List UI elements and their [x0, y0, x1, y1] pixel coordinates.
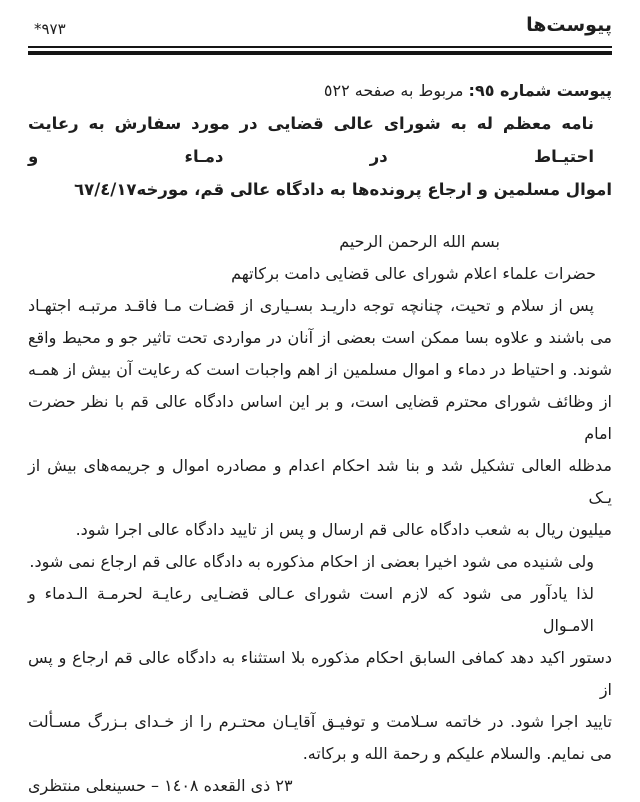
- paragraph3-line: لذا یادآور می شود که لازم است شورای عـالی قضـایی رعایـة لحرمـة الـدماء و الامـوال: [28, 584, 594, 635]
- letter-title-line: نامه معظم له به شورای عالی قضایی در مورد سفارش به رعایت احتیـاط در دمـاء و: [28, 114, 594, 166]
- appendix-page-reference: مربوط به صفحه ٥٢٢: [323, 81, 469, 100]
- paragraph3-line: دستور اکید دهد کمافی السابق احکام مذکوره بلا استثناء به دادگاه عالی قم ارجاع و پس از: [28, 648, 612, 699]
- header-double-rule: [28, 46, 612, 55]
- section-title: پیوست‌ها: [526, 14, 612, 36]
- paragraph1-line: پس از سلام و تحیت، چنانچه توجه داریـد بسـیاری از قضـات مـا فاقـد مرتبـه اجتهـاد: [28, 296, 594, 315]
- appendix-number-label: پیوست شماره ٩٥:: [468, 81, 612, 100]
- page-number: *٩٧٣: [34, 20, 66, 38]
- page-header: [28, 0, 612, 46]
- paragraph1-line: می باشند و علاوه بسا ممکن است بعضی از آنان در مواردی تحت تاثیر جو و محیط واقع: [28, 328, 612, 347]
- paragraph3-line: می نمایم. والسلام علیکم و رحمة الله و برکاته.: [302, 744, 612, 763]
- paragraph2-line: ولی شنیده می شود اخیرا بعضی از احکام مذکوره به دادگاه عالی قم ارجاع نمی شود.: [29, 552, 594, 571]
- paragraph1-line: مدظله العالی تشکیل شد و بنا شد احکام اعدام و مصادره اموال و جریمه‌های بیش از یـک: [28, 456, 612, 507]
- paragraph1-line: شوند. و احتیاط در دماء و اموال مسلمین از اهم واجبات است که رعایت آن بیش از همـه: [28, 360, 612, 379]
- bismillah-line: بسم الله الرحمن الرحیم: [339, 232, 500, 251]
- letter-title-line: اموال مسلمین و ارجاع پرونده‌ها به دادگاه عالی قم، مورخه٦٧/٤/١٧: [74, 180, 612, 199]
- signature-date-line: ٢٣ ذی القعده ١٤٠٨ – حسینعلی منتظری: [28, 776, 293, 795]
- salutation-line: حضرات علماء اعلام شورای عالی قضایی دامت برکاتهم: [231, 264, 596, 283]
- appendix-reference-line: [28, 75, 612, 107]
- paragraph3-line: تایید اجرا شود. در خاتمه سـلامت و توفیـق آقایـان محتـرم را از خـدای بـزرگ مسـألت: [28, 712, 612, 731]
- paragraph1-line: میلیون ریال به شعب دادگاه عالی قم ارسال و پس از تایید دادگاه عالی اجرا شود.: [75, 520, 612, 539]
- paragraph1-line: از وظائف شورای محترم قضایی است، و بر این اساس دادگاه عالی قم با نظر حضرت امام: [28, 392, 612, 443]
